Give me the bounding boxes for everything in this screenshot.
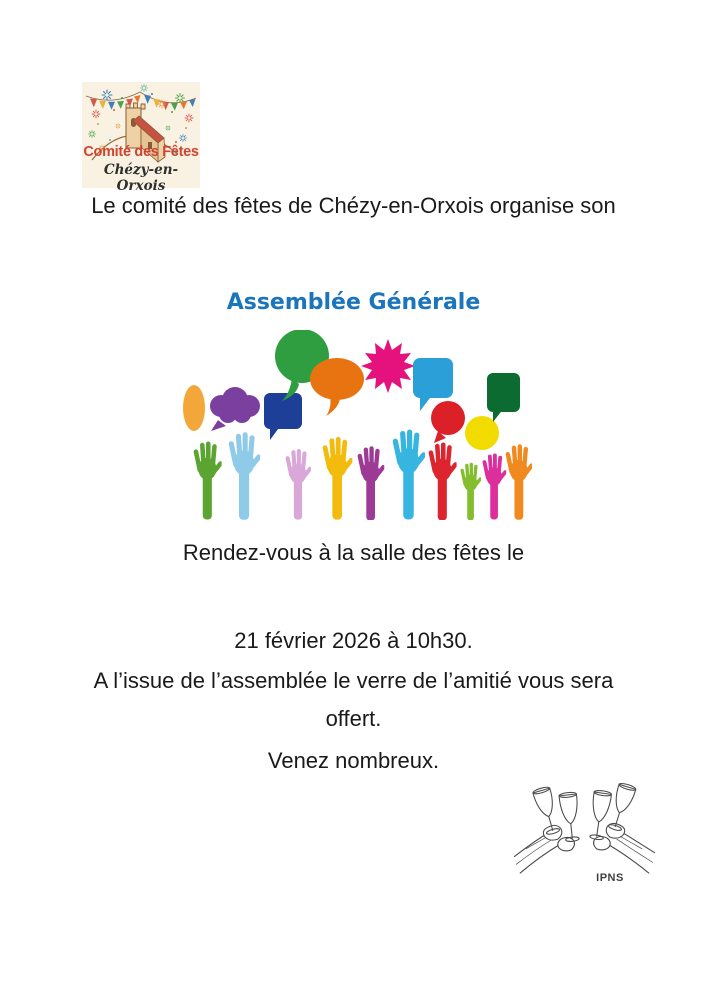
assembly-heading: Assemblée Générale: [226, 290, 481, 315]
speech-bubble: [183, 385, 205, 431]
raised-hand: [505, 444, 532, 520]
raised-hand: [322, 437, 354, 520]
raised-hand: [357, 446, 386, 520]
comite-des-fetes-logo: [82, 82, 200, 194]
speech-bubble: [487, 373, 520, 422]
raised-hand: [482, 454, 508, 520]
date-time-line: 21 février 2026 à 10h30.: [234, 628, 473, 653]
imprint-text: IPNS: [596, 872, 624, 884]
intro-line: Le comité des fêtes de Chézy-en-Orxois organise son: [91, 193, 616, 218]
closing-line: Venez nombreux.: [267, 748, 440, 773]
raised-hand: [193, 442, 223, 520]
speech-bubble: [361, 339, 415, 393]
speech-bubble: [210, 387, 260, 431]
toasting-glasses-illustration: [512, 756, 657, 874]
speech-bubble: [310, 358, 364, 416]
raised-hands-illustration: [180, 330, 532, 520]
speech-bubble: [431, 401, 465, 443]
meeting-place-line: Rendez-vous à la salle des fêtes le: [182, 540, 525, 565]
drink-offer-line: A l’issue de l’assemblée le verre de l’amitié vous sera offert.: [93, 668, 614, 731]
logo-title: Comité des Fêtes: [83, 144, 199, 160]
raised-hand: [460, 463, 482, 520]
raised-hand: [428, 443, 458, 521]
raised-hand: [285, 449, 313, 520]
raised-hand: [228, 432, 262, 520]
logo-subtitle: Chézy-en-Orxois: [103, 162, 179, 194]
speech-bubble: [465, 416, 499, 450]
raised-hand: [392, 430, 427, 520]
